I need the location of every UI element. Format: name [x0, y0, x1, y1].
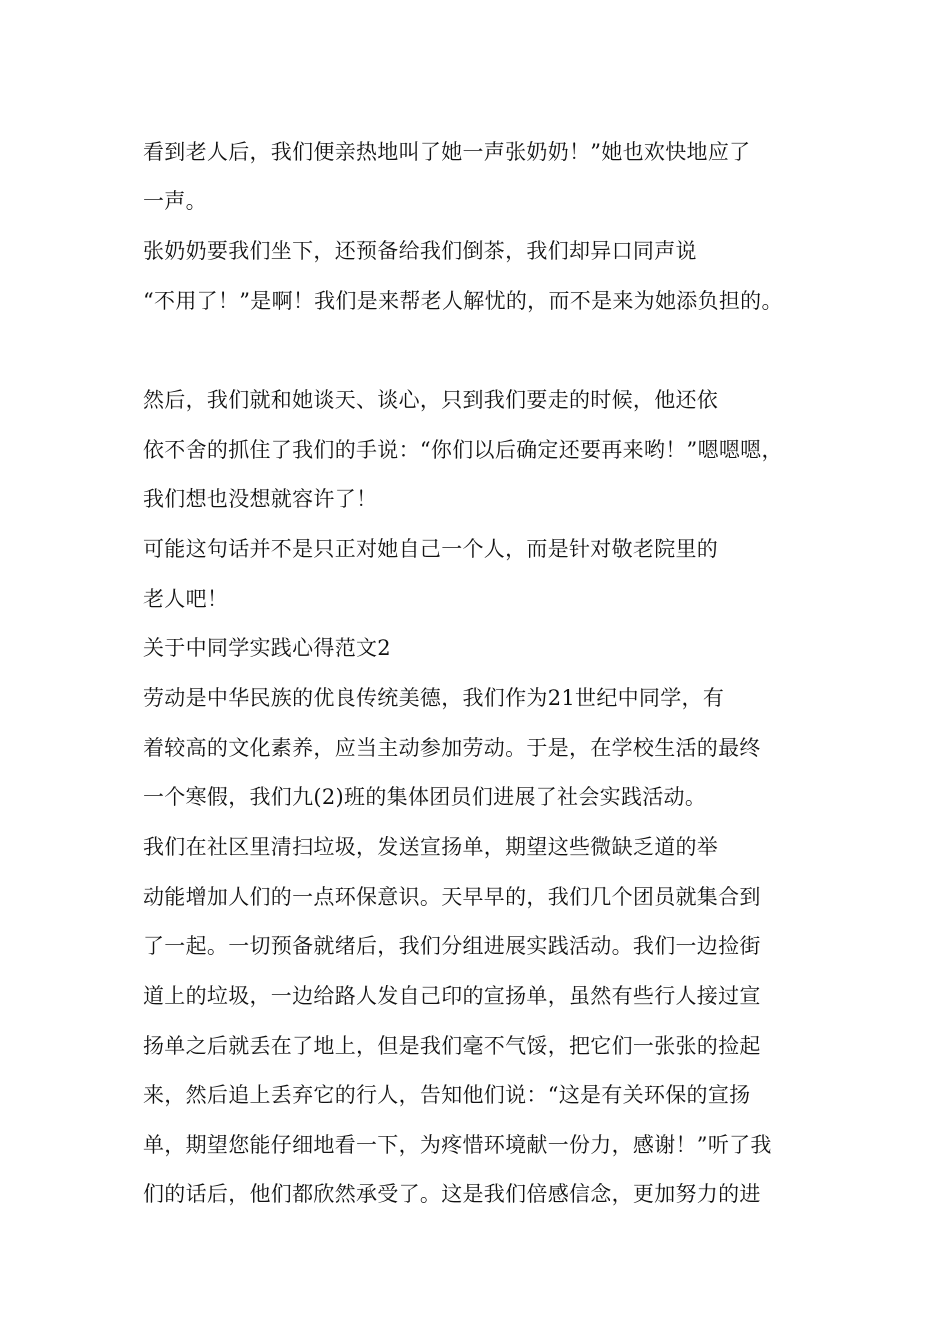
text-line: 着较高的文化素养，应当主动参加劳动。于是，在学校生活的最终	[143, 736, 761, 760]
text-line: 看到老人后，我们便亲热地叫了她一声张奶奶！”她也欢快地应了	[143, 140, 751, 164]
text-line: 我们在社区里清扫垃圾，发送宣扬单，期望这些微缺乏道的举	[143, 835, 719, 859]
text-line: 张奶奶要我们坐下，还预备给我们倒茶，我们却异口同声说	[143, 239, 697, 263]
text-line: 然后，我们就和她谈天、谈心，只到我们要走的时候，他还依	[143, 388, 719, 412]
text-line: 们的话后，他们都欣然承受了。这是我们倍感信念，更加努力的进	[143, 1182, 761, 1206]
text-line: 老人吧！	[143, 587, 229, 611]
text-line: 了一起。一切预备就绪后，我们分组进展实践活动。我们一边捡街	[143, 934, 761, 958]
text-line: 一个寒假，我们九(2)班的集体团员们进展了社会实践活动。	[143, 785, 707, 809]
text-line: 来，然后追上丢弃它的行人，告知他们说：“这是有关环保的宣扬	[143, 1083, 751, 1107]
text-line: 可能这句话并不是只正对她自己一个人，而是针对敬老院里的	[143, 537, 719, 561]
text-line: “不用了！”是啊！我们是来帮老人解忧的，而不是来为她添负担的。	[143, 289, 783, 313]
text-line: 道上的垃圾，一边给路人发自己印的宣扬单，虽然有些行人接过宣	[143, 984, 761, 1008]
text-line: 单，期望您能仔细地看一下，为疼惜环境献一份力，感谢！”听了我	[143, 1133, 772, 1157]
text-line: 扬单之后就丢在了地上，但是我们毫不气馁，把它们一张张的捡起	[143, 1034, 761, 1058]
text-line: 我们想也没想就容许了！	[143, 487, 378, 511]
text-line: 劳动是中华民族的优良传统美德，我们作为21世纪中同学，有	[143, 686, 725, 710]
text-line: 依不舍的抓住了我们的手说：“你们以后确定还要再来哟！”嗯嗯嗯，	[143, 438, 783, 462]
section-heading: 关于中同学实践心得范文2	[143, 636, 391, 660]
text-line: 一声。	[143, 189, 207, 213]
text-line: 动能增加人们的一点环保意识。天早早的，我们几个团员就集合到	[143, 885, 761, 909]
